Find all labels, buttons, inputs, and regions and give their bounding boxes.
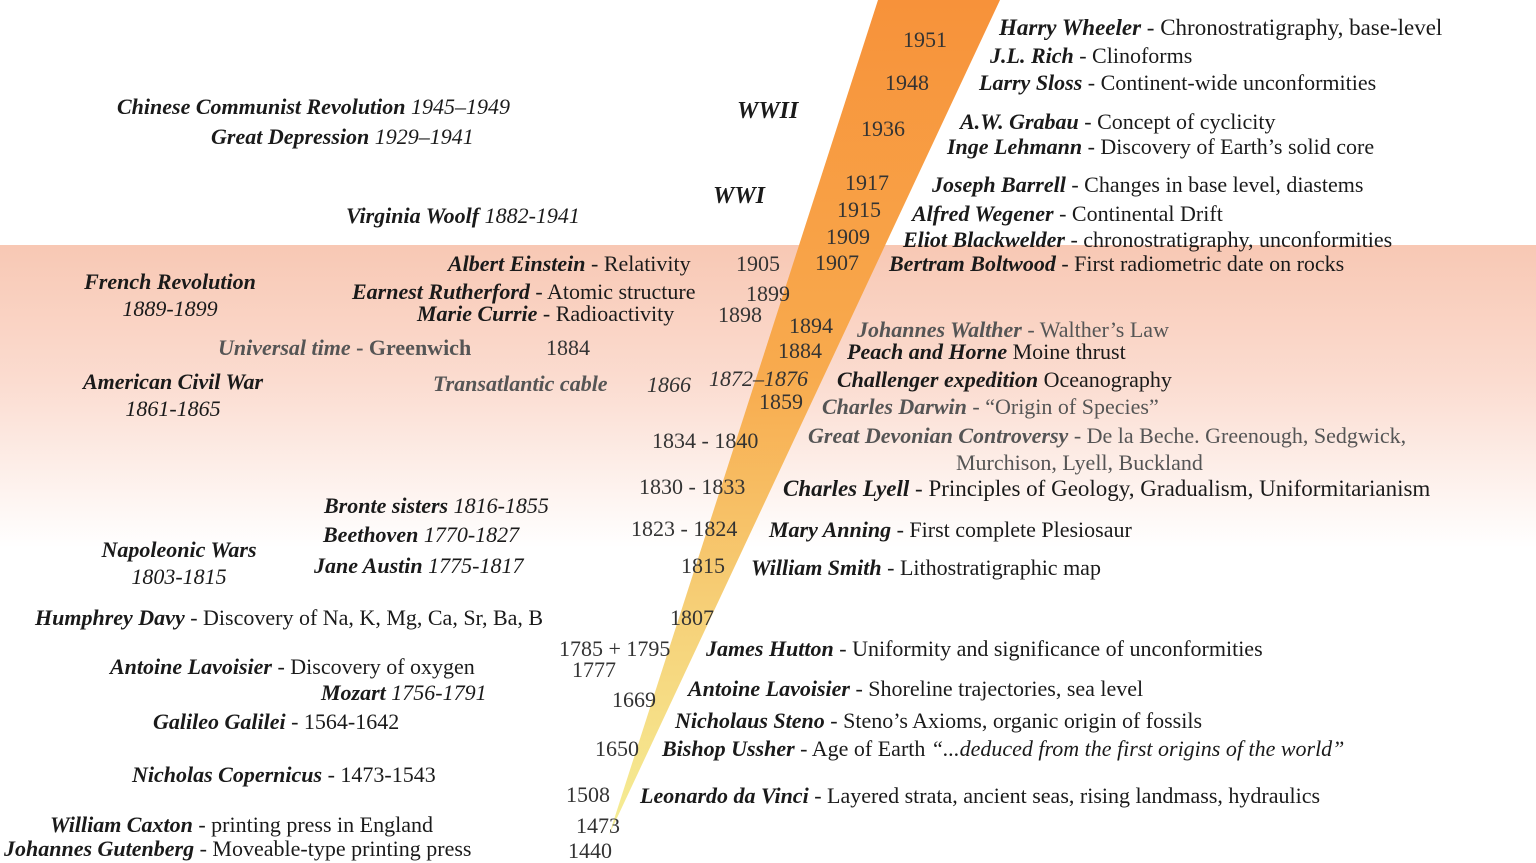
year-label: 1823 - 1824 <box>631 516 738 541</box>
entry-peach-horne: Peach and Horne Moine thrust <box>847 339 1126 364</box>
context-civil-war: American Civil War <box>82 369 264 394</box>
year-label: 1899 <box>746 281 790 306</box>
entry-hutton: James Hutton - Uniformity and significance of unconformities <box>706 636 1263 661</box>
context-woolf: Virginia Woolf 1882-1941 <box>346 203 580 228</box>
year-label: 1898 <box>718 302 762 327</box>
year-label: 1866 <box>647 372 691 397</box>
entry-darwin: Charles Darwin - “Origin of Species” <box>822 394 1159 419</box>
context-rutherford: Earnest Rutherford - Atomic structure <box>352 279 696 304</box>
entry-challenger: Challenger expedition Oceanography <box>837 367 1172 392</box>
context-bronte: Bronte sisters 1816-1855 <box>324 493 549 518</box>
context-galileo: Galileo Galilei - 1564-1642 <box>153 709 400 734</box>
war-label-ww1: WWI <box>713 183 766 209</box>
year-label: 1951 <box>903 27 947 52</box>
year-label: 1936 <box>861 116 905 141</box>
context-beethoven: Beethoven 1770-1827 <box>323 522 520 547</box>
entry-barrell: Joseph Barrell - Changes in base level, diastems <box>932 172 1364 197</box>
year-label: 1669 <box>612 687 656 712</box>
year-label: 1905 <box>736 251 780 276</box>
entry-rich: J.L. Rich - Clinoforms <box>990 43 1193 68</box>
year-label: 1815 <box>681 553 725 578</box>
context-napoleonic-wars: Napoleonic Wars <box>101 537 257 562</box>
context-transatlantic-cable: Transatlantic cable <box>433 371 608 396</box>
entry-davinci: Leonardo da Vinci - Layered strata, ancient seas, rising landmass, hydraulics <box>640 783 1321 808</box>
entry-anning: Mary Anning - First complete Plesiosaur <box>769 517 1132 542</box>
entry-boltwood: Bertram Boltwood - First radiometric date on rocks <box>889 251 1345 276</box>
year-label: 1948 <box>885 70 929 95</box>
context-austin: Jane Austin 1775-1817 <box>314 553 524 578</box>
context-civil-war-dates: 1861-1865 <box>125 396 221 421</box>
context-mozart: Mozart 1756-1791 <box>321 680 487 705</box>
year-label: 1473 <box>576 813 620 838</box>
year-label: 1807 <box>670 605 714 630</box>
entry-ussher: Bishop Ussher - Age of Earth “...deduced from the first origins of the world” <box>662 736 1345 761</box>
year-label: 1907 <box>815 250 859 275</box>
year-label: 1894 <box>789 313 833 338</box>
year-label: 1859 <box>759 389 803 414</box>
context-copernicus: Nicholas Copernicus - 1473-1543 <box>132 762 436 787</box>
context-french-revolution: French Revolution <box>84 269 256 294</box>
context-universal-time: Universal time - Greenwich <box>218 335 472 360</box>
entry-lehmann: Inge Lehmann - Discovery of Earth’s solid core <box>947 134 1375 159</box>
context-great-depression: Great Depression 1929–1941 <box>211 124 474 149</box>
context-gutenberg: Johannes Gutenberg - Moveable-type printing press <box>4 836 472 861</box>
year-label: 1915 <box>837 197 881 222</box>
year-label: 1909 <box>826 224 870 249</box>
entry-wegener: Alfred Wegener - Continental Drift <box>912 201 1223 226</box>
war-label-ww2: WWII <box>737 98 799 124</box>
year-label: 1872–1876 <box>709 366 808 391</box>
context-napoleonic-wars-dates: 1803-1815 <box>131 564 227 589</box>
year-label: 1440 <box>568 838 612 863</box>
year-label: 1650 <box>595 736 639 761</box>
entry-smith: William Smith - Lithostratigraphic map <box>751 555 1101 580</box>
entry-steno: Nicholaus Steno - Steno’s Axioms, organic origin of fossils <box>675 708 1203 733</box>
entry-devonian: Great Devonian Controversy - De la Beche. Greenough, Sedgwick, <box>808 423 1407 448</box>
context-einstein: Albert Einstein - Relativity <box>448 251 691 276</box>
year-label: 1917 <box>845 170 889 195</box>
entry-lavoisier-shoreline: Antoine Lavoisier - Shoreline trajectories, sea level <box>688 676 1144 701</box>
context-lavoisier-oxygen: Antoine Lavoisier - Discovery of oxygen <box>110 654 475 679</box>
entry-devonian-line2: Murchison, Lyell, Buckland <box>956 450 1203 475</box>
year-label: 1834 - 1840 <box>652 428 759 453</box>
context-caxton: William Caxton - printing press in England <box>50 812 433 837</box>
year-label: 1785 + 1795 <box>559 636 671 661</box>
entry-grabau: A.W. Grabau - Concept of cyclicity <box>960 109 1276 134</box>
year-label: 1884 <box>546 335 590 360</box>
year-label: 1830 - 1833 <box>639 474 746 499</box>
year-label: 1777 <box>572 657 616 682</box>
context-curie: Marie Currie - Radioactivity <box>417 301 675 326</box>
entry-blackwelder: Eliot Blackwelder - chronostratigraphy, unconformities <box>903 227 1393 252</box>
context-davy: Humphrey Davy - Discovery of Na, K, Mg, Ca, Sr, Ba, B <box>35 605 544 630</box>
entry-walther: Johannes Walther - Walther’s Law <box>857 317 1169 342</box>
year-label: 1508 <box>566 782 610 807</box>
entry-wheeler: Harry Wheeler - Chronostratigraphy, base-level <box>999 15 1443 40</box>
entry-lyell: Charles Lyell - Principles of Geology, Gradualism, Uniformitarianism <box>783 476 1431 501</box>
context-chinese-revolution: Chinese Communist Revolution 1945–1949 <box>117 94 511 119</box>
entry-sloss: Larry Sloss - Continent-wide unconformities <box>979 70 1377 95</box>
year-label: 1884 <box>778 338 822 363</box>
context-french-revolution-dates: 1889-1899 <box>122 296 218 321</box>
